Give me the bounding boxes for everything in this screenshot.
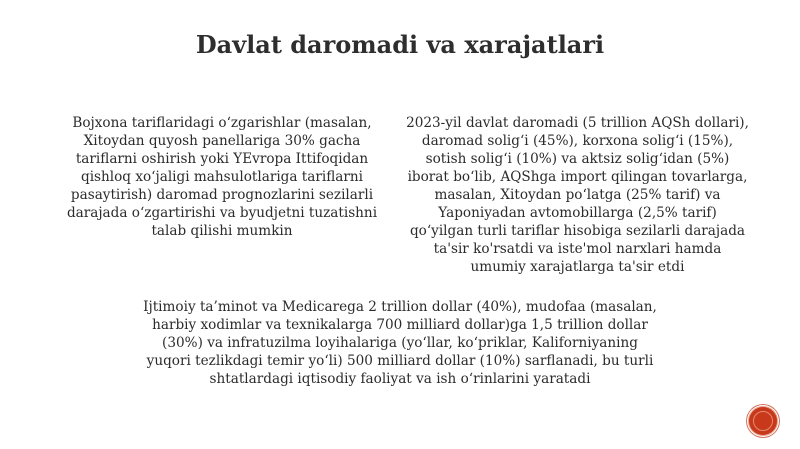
paragraph-revenue-2023: 2023-yil davlat daromadi (5 trillion AQSh dollari), daromad solig‘i (45%), korxona solig‘i (15%), sotish solig‘i (10%) va aktsiz solig‘idan (5%) iborat bo‘lib, AQShga import qilingan tovarlarga, masalan, Xitoydan po‘latga (25% tarif) va Yaponiyadan avtomobillarga (2,5% tarif) qo‘yilgan turli tariflar hisobiga sezilarli darajada ta'sir ko'rsatdi va iste'mol narxlari hamda umumiy xarajatlarga ta'sir etdi xyxy=(406,115,749,275)
paragraph-tariff-changes: Bojxona tariflaridagi o‘zgarishlar (masalan, Xitoydan quyosh panellariga 30% gacha tariflarni oshirish yoki YEvropa Ittifoqidan qishloq xo‘jaligi mahsulotlariga tariflarni pasaytirish) daromad prognozlarini sezilarli darajada o‘zgartirishi va byudjetni tuzatishni talab qilishi mumkin xyxy=(66,115,378,239)
slide-title: Davlat daromadi va xarajatlari xyxy=(195,30,605,59)
paragraph-spending: Ijtimoiy ta’minot va Medicarega 2 trillion dollar (40%), mudofaa (masalan, harbiy xodimlar va texnikalarga 700 milliard dollar)ga 1,5 trillion dollar (30%) va infratuzilma loyihalariga (yo‘llar, ko‘priklar, Kaliforniyaning yuqori tezlikdagi temir yo‘li) 500 milliard dollar (10%) sarflanadi, bu turli shtatlardagi iqtisodiy faoliyat va ish o‘rinlarini yaratadi xyxy=(143,299,657,387)
circle-nav-icon[interactable] xyxy=(749,407,777,435)
nav-button-inner-ring xyxy=(753,411,773,431)
